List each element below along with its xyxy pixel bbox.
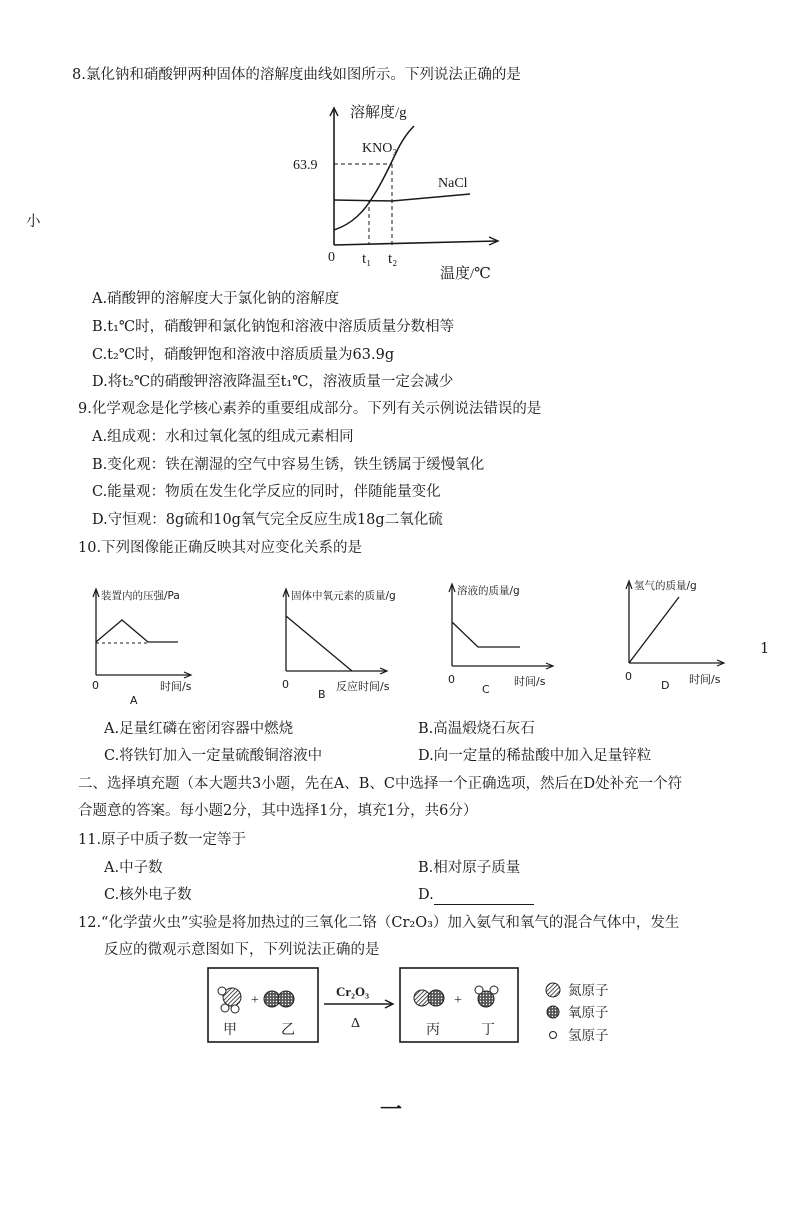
graph-a-xlabel: 时间/s — [160, 680, 192, 693]
q8-xtick-t2: t₂ — [388, 251, 398, 267]
q11-option-d-label: D. — [418, 887, 434, 903]
q10-option-a: A.足量红磷在密闭容器中燃烧 — [104, 721, 294, 737]
footer-mark: 一 — [380, 1097, 403, 1123]
legend-nitrogen: 氮原子 — [568, 983, 609, 998]
graph-b-origin: 0 — [282, 678, 289, 691]
q8-ytick: 63.9 — [293, 158, 318, 173]
reactant-jia: 甲 — [223, 1023, 237, 1038]
q8-option-a: A.硝酸钾的溶解度大于氯化钠的溶解度 — [92, 291, 340, 307]
q11-option-d — [418, 885, 534, 905]
legend-oxygen: 氧原子 — [568, 1005, 609, 1020]
section2-line1: 二、选择填充题（本大题共3小题，先在A、B、C中选择一个正确选项，然后在D处补充一个符 — [78, 776, 683, 792]
q12-line2: 反应的微观示意图如下，下列说法正确的是 — [104, 942, 380, 958]
q8-option-b: B.t₁℃时，硝酸钾和氯化钠饱和溶液中溶质质量分数相等 — [92, 319, 455, 335]
q8-xtick-t1: t₁ — [362, 251, 372, 267]
q11-option-b: B.相对原子质量 — [418, 860, 521, 876]
q8-origin: 0 — [328, 250, 335, 265]
graph-c-ylabel: 溶液的质量/g — [457, 585, 520, 597]
graph-b-xlabel: 反应时间/s — [336, 680, 390, 693]
q9-option-c: C.能量观：物质在发生化学反应的同时，伴随能量变化 — [92, 484, 441, 500]
q9-option-b: B.变化观：铁在潮湿的空气中容易生锈，铁生锈属于缓慢氧化 — [92, 457, 485, 473]
q8-stem: 8.氯化钠和硝酸钾两种固体的溶解度曲线如图所示。下列说法正确的是 — [72, 67, 521, 83]
q10-graph-a — [84, 583, 194, 712]
q8-option-d: D.将t₂℃的硝酸钾溶液降温至t₁℃，溶液质量一定会减少 — [92, 374, 454, 390]
q8-kno3-label: KNO₃ — [362, 141, 398, 156]
reactant-plus: + — [251, 993, 259, 1008]
graph-d-xlabel: 时间/s — [689, 673, 721, 686]
q10-stem: 10.下列图像能正确反映其对应变化关系的是 — [78, 540, 363, 556]
q12-line1: 12.“化学萤火虫”实验是将加热过的三氧化二铬（Cr₂O₃）加入氨气和氧气的混合气体中，发生 — [78, 915, 680, 931]
q11-option-a: A.中子数 — [104, 860, 163, 876]
product-bing: 丙 — [426, 1023, 440, 1038]
q10-option-b: B.高温煅烧石灰石 — [418, 721, 535, 737]
q8-xlabel: 温度/℃ — [440, 266, 491, 282]
q10-option-c: C.将铁钉加入一定量硫酸铜溶液中 — [104, 748, 323, 764]
q8-nacl-label: NaCl — [438, 176, 468, 191]
product-ding: 丁 — [481, 1023, 495, 1038]
hydrogen-atom-icon — [550, 1032, 557, 1039]
nh3-molecule — [218, 987, 241, 1013]
product-plus: + — [454, 993, 462, 1008]
q11-option-c: C.核外电子数 — [104, 887, 192, 903]
nacl-line — [334, 194, 470, 201]
no-molecule — [414, 990, 444, 1006]
legend-hydrogen: 氢原子 — [568, 1028, 609, 1043]
margin-right-char: 1 — [760, 641, 770, 657]
q9-option-a: A.组成观：水和过氧化氢的组成元素相同 — [92, 429, 354, 445]
graph-c-origin: 0 — [448, 673, 455, 686]
graph-d-ylabel: 氢气的质量/g — [634, 580, 697, 592]
h2o-molecule — [475, 986, 498, 1007]
q8-solubility-chart — [282, 100, 512, 289]
q10-graph-c — [440, 578, 565, 707]
graph-a-ylabel: 装置内的压强/Pa — [101, 590, 180, 602]
graph-c-xlabel: 时间/s — [514, 675, 546, 688]
graph-a-origin: 0 — [92, 679, 99, 692]
graph-d-letter: D — [661, 679, 670, 692]
graph-b-ylabel: 固体中氧元素的质量/g — [291, 590, 396, 602]
reactant-yi: 乙 — [281, 1023, 295, 1038]
margin-left-char: 小 — [26, 214, 41, 230]
nitrogen-atom-icon — [546, 983, 560, 997]
condition-label: Δ — [351, 1016, 361, 1031]
q10-graph-d — [617, 575, 742, 704]
o2-molecule — [264, 991, 294, 1007]
graph-a-letter: A — [130, 694, 138, 707]
q8-ylabel: 溶解度/g — [350, 105, 407, 121]
q12-reaction-diagram — [200, 964, 640, 1060]
q11-stem: 11.原子中质子数一定等于 — [78, 832, 247, 848]
catalyst-label: Cr₂O₃ — [336, 984, 370, 999]
q10-graph-b — [274, 583, 399, 712]
graph-b-letter: B — [318, 688, 326, 701]
graph-c-letter: C — [482, 683, 490, 696]
q9-stem: 9.化学观念是化学核心素养的重要组成部分。下列有关示例说法错误的是 — [78, 401, 542, 417]
q10-option-d: D.向一定量的稀盐酸中加入足量锌粒 — [418, 748, 652, 764]
section2-line2: 合题意的答案。每小题2分，其中选择1分，填充1分，共6分） — [78, 803, 478, 819]
q11-answer-blank[interactable] — [434, 890, 534, 905]
q8-option-c: C.t₂℃时，硝酸钾饱和溶液中溶质质量为63.9g — [92, 347, 395, 363]
graph-d-origin: 0 — [625, 670, 632, 683]
q9-option-d: D.守恒观：8g硫和10g氧气完全反应生成18g二氧化硫 — [92, 512, 443, 528]
oxygen-atom-icon — [547, 1006, 559, 1018]
